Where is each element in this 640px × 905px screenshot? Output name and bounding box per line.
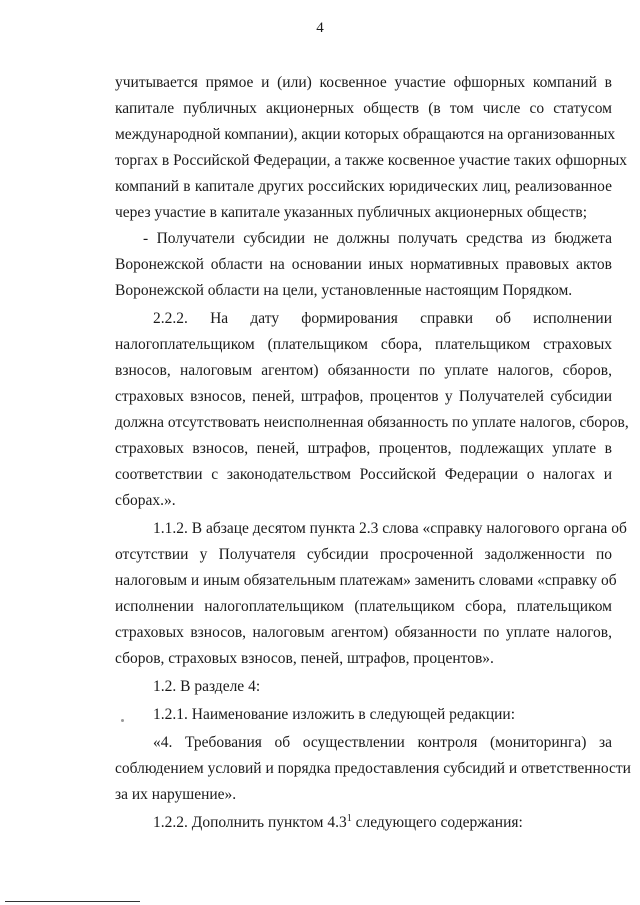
text-line: Воронежской области на основании иных нормативных правовых актов — [115, 256, 612, 273]
text-line: учитывается прямое и (или) косвенное участие офшорных компаний в — [115, 74, 612, 91]
text-line: торгах в Российской Федерации, а также косвенное участие таких офшорных — [115, 152, 627, 169]
text-line: сборах.». — [115, 492, 176, 509]
text-line: 1.1.2. В абзаце десятом пункта 2.3 слова «справку налогового органа об — [153, 520, 627, 537]
text-line: страховых взносов, пеней, штрафов, процентов у Получателей субсидии — [115, 388, 612, 405]
scan-mark — [121, 719, 124, 722]
text-line: - Получатели субсидии не должны получать средства из бюджета — [143, 230, 612, 247]
text-line: страховых взносов, налоговым агентом) обязанности по уплате налогов, — [115, 624, 612, 641]
text-line: международной компании), акции которых обращаются на организованных — [115, 126, 616, 143]
text-line: 2.2.2. На дату формирования справки об исполнении — [153, 310, 612, 327]
text-line: исполнении налогоплательщиком (плательщиком сбора, плательщиком — [115, 598, 612, 615]
text-line: должна отсутствовать неисполненная обязанность по уплате налогов, сборов, — [115, 414, 629, 431]
text-line: «4. Требования об осуществлении контроля (мониторинга) за — [153, 734, 612, 751]
text-line: Воронежской области на цели, установленные настоящим Порядком. — [115, 282, 573, 299]
text-line: 1.2.1. Наименование изложить в следующей редакции: — [153, 706, 516, 723]
final-line-text: 1.2.2. Дополнить пунктом 4.3 — [153, 814, 347, 831]
text-line: отсутствии у Получателя субсидии просроченной задолженности по — [115, 546, 612, 563]
text-line: за их нарушение». — [115, 786, 237, 803]
text-line: налоговым и иным обязательным платежам» заменить словами «справку об — [115, 572, 617, 589]
text-line: сборов, страховых взносов, пеней, штрафов, процентов». — [115, 650, 494, 667]
text-line: страховых взносов, пеней, штрафов, процентов, подлежащих уплате в — [115, 440, 612, 457]
text-line: 1.2. В разделе 4: — [153, 678, 261, 695]
footnote-rule — [5, 901, 140, 902]
text-line: взносов, налоговым агентом) обязанности по уплате налогов, сборов, — [115, 362, 612, 379]
text-line: налогоплательщиком (плательщиком сбора, плательщиком страховых — [115, 336, 612, 353]
text-line: соблюдением условий и порядка предоставления субсидий и ответственности — [115, 760, 631, 777]
text-line: капитале публичных акционерных обществ (в том числе со статусом — [115, 100, 612, 117]
final-line-tail: следующего содержания: — [351, 814, 523, 831]
text-line: через участие в капитале указанных публичных акционерных обществ; — [115, 204, 588, 221]
final-paragraph — [153, 813, 612, 833]
text-line: соответствии с законодательством Российской Федерации о налогах и — [115, 466, 612, 483]
page-number: 4 — [316, 20, 324, 36]
superscript: 1 — [346, 812, 352, 824]
text-line: компаний в капитале других российских юридических лиц, реализованное — [115, 178, 612, 195]
